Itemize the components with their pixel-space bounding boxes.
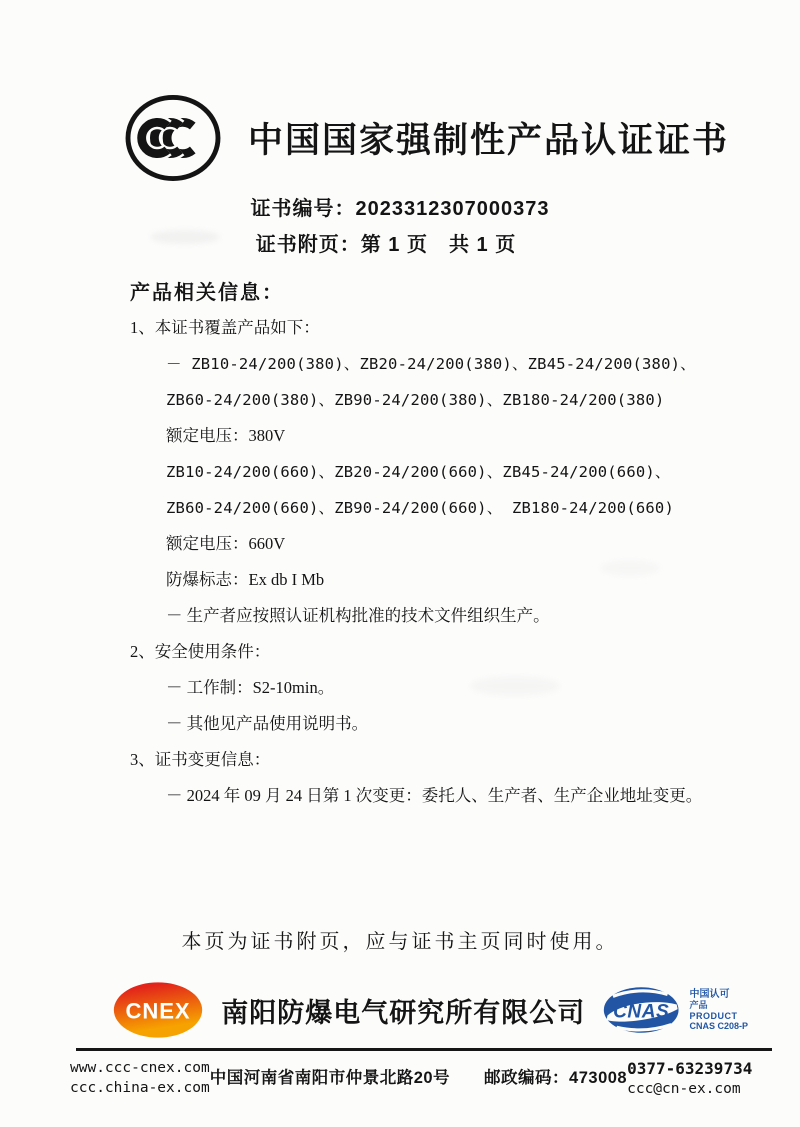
body-line: 1、本证书覆盖产品如下：: [130, 318, 320, 337]
certificate-number-value: 2023312307000373: [355, 198, 550, 220]
scan-artifact: [600, 560, 660, 576]
page-title: 中国国家强制性产品认证证书: [248, 121, 730, 160]
cnas-caption: [689, 989, 748, 1032]
scan-artifact: [470, 676, 560, 696]
certificate-page-line: [0, 232, 786, 258]
footer-postal: [484, 1064, 627, 1088]
body-line: － ZB10-24/200(380)、ZB20-24/200(380)、ZB45-24/200(380)、: [166, 355, 696, 373]
body-line: － 其他见产品使用说明书。: [166, 714, 369, 733]
certificate-number-line: [0, 196, 800, 222]
ccc-logo-icon: [124, 93, 222, 183]
company-name: 南阳防爆电气研究所有限公司: [221, 997, 586, 1028]
body-line: ZB60-24/200(380)、ZB90-24/200(380)、ZB180-24/200(380): [166, 391, 665, 409]
cnas-logo-icon: [602, 984, 684, 1036]
cnex-logo-icon: [112, 980, 204, 1040]
svg-text:CNEX: CNEX: [125, 998, 191, 1024]
body-line: 防爆标志：Ex db I Mb: [166, 570, 325, 589]
certificate-page-value: 第 1 页 共 1 页: [360, 234, 517, 256]
certificate-id-block: [0, 196, 800, 258]
footer-address: 中国河南省南阳市仲景北路20号: [209, 1069, 451, 1087]
body-line: － 生产者应按照认证机构批准的技术文件组织生产。: [166, 606, 550, 625]
footer-websites: [70, 1058, 210, 1098]
footer-contact-block: [627, 1058, 752, 1100]
organization-row: [0, 980, 800, 1040]
body-line: 额定电压：380V: [166, 426, 286, 445]
footer-phone: 0377-63239734: [627, 1059, 753, 1078]
header: [0, 92, 800, 184]
cnas-caption-line: 中国认可: [689, 988, 730, 1000]
footer-address-block: [210, 1064, 627, 1088]
svg-text:CNAS: CNAS: [613, 1001, 670, 1023]
cnas-caption-line: 产品: [689, 1000, 708, 1011]
body-line: 额定电压：660V: [166, 534, 286, 553]
postal-label: 邮政编码：: [484, 1069, 570, 1087]
postal-code: 473008: [569, 1069, 628, 1087]
footer: [0, 1051, 800, 1100]
cnas-mark: [602, 984, 748, 1036]
body-line: － 2024 年 09 月 24 日第 1 次变更：委托人、生产者、生产企业地址变更。: [166, 786, 703, 805]
website-url: ccc.china-ex.com: [70, 1080, 210, 1096]
section-heading: 产品相关信息：: [130, 282, 284, 304]
cnas-caption-line: CNAS C208-P: [689, 1020, 748, 1031]
body-line: － 工作制：S2-10min。: [166, 678, 335, 697]
attachment-note: 本页为证书附页，应与证书主页同时使用。: [181, 931, 619, 953]
product-info-section: [0, 276, 800, 807]
footer-email: ccc@cn-ex.com: [627, 1081, 741, 1097]
certificate-page-label: 证书附页：: [255, 234, 361, 256]
certificate-number-label: 证书编号：: [250, 198, 356, 220]
website-url: www.ccc-cnex.com: [70, 1060, 210, 1076]
body-line: 3、证书变更信息：: [130, 750, 271, 769]
cnas-caption-line: PRODUCT: [689, 1010, 738, 1021]
body-line: ZB60-24/200(660)、ZB90-24/200(660)、 ZB180-24/200(660): [166, 499, 674, 517]
body-line: ZB10-24/200(660)、ZB20-24/200(660)、ZB45-24/200(660)、: [166, 463, 671, 481]
body-line: 2、安全使用条件：: [130, 642, 271, 661]
